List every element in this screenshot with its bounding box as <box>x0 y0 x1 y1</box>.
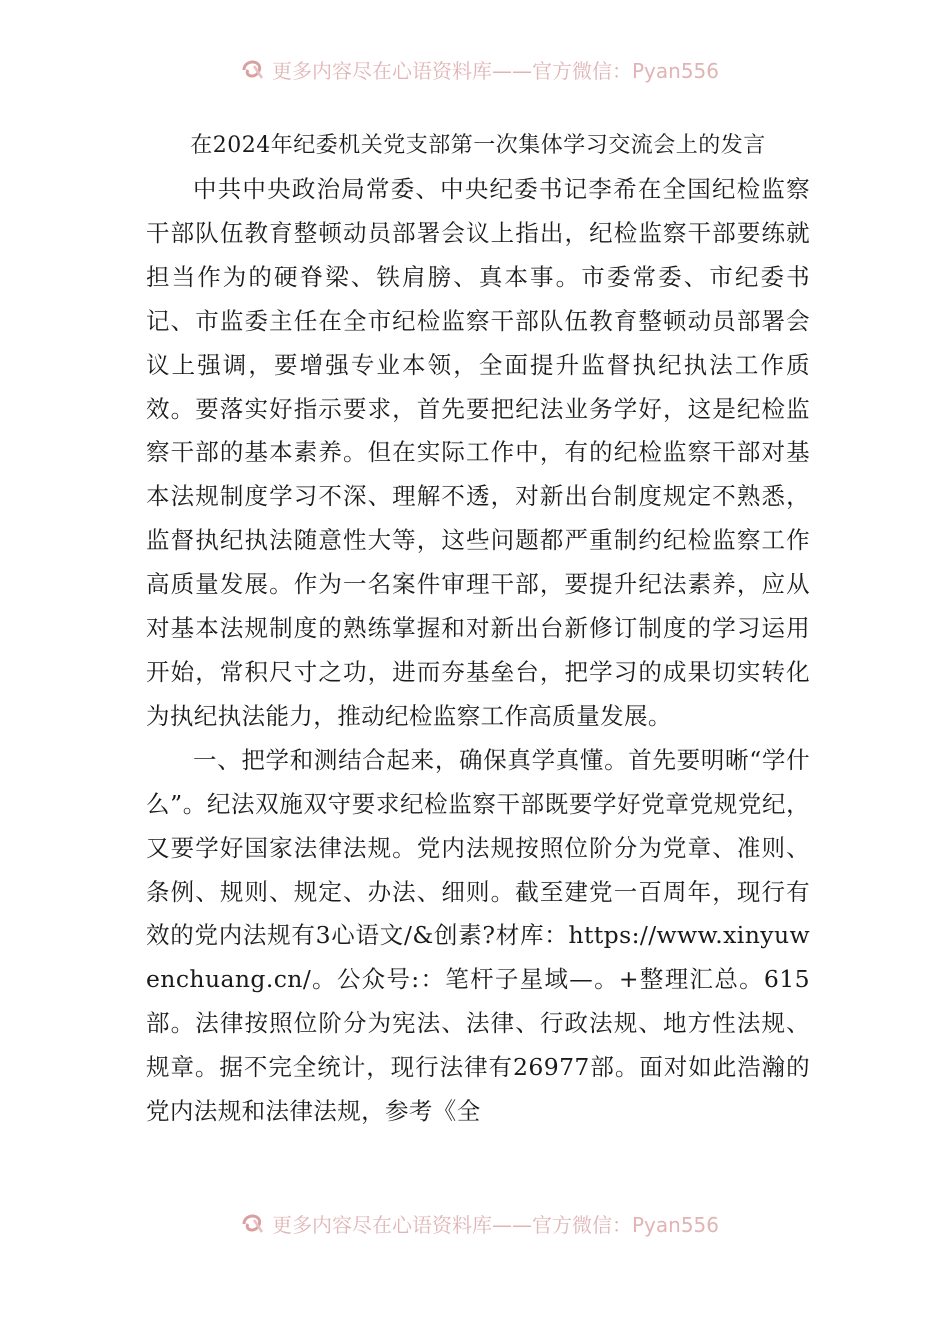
logo-icon <box>240 1210 266 1236</box>
watermark-header <box>240 52 720 86</box>
watermark-text: 更多内容尽在心语资料库——官方微信：Pyan556 <box>272 1212 720 1237</box>
document-body <box>146 126 810 1134</box>
logo-icon <box>240 56 266 82</box>
watermark-footer <box>240 1206 720 1240</box>
paragraph: 一、把学和测结合起来，确保真学真懂。首先要明晰“学什么”。纪法双施双守要求纪检监察干部既要学好党章党规党纪，又要学好国家法律法规。党内法规按照位阶分为党章、准则、条例、规则、规定、办法、细则。截至建党一百周年，现行有效的党内法规有3心语文/&创素?材库：https://www.xinyuwenchuang.cn/。公众号:：笔杆子星域—。+整理汇总。615部。法律按照位阶分为宪法、法律、行政法规、地方性法规、规章。据不完全统计，现行法律有26977部。面对如此浩瀚的党内法规和法律法规，参考《全 <box>146 745 810 1126</box>
paragraph: 中共中央政治局常委、中央纪委书记李希在全国纪检监察干部队伍教育整顿动员部署会议上指出，纪检监察干部要练就担当作为的硬脊梁、铁肩膀、真本事。市委常委、市纪委书记、市监委主任在全市纪检监察干部队伍教育整顿动员部署会议上强调，要增强专业本领，全面提升监督执纪执法工作质效。要落实好指示要求，首先要把纪法业务学好，这是纪检监察干部的基本素养。但在实际工作中，有的纪检监察干部对基本法规制度学习不深、理解不透，对新出台制度规定不熟悉，监督执纪执法随意性大等，这些问题都严重制约纪检监察工作高质量发展。作为一名案件审理干部，要提升纪法素养，应从对基本法规制度的熟练掌握和对新出台新修订制度的学习运用开始，常积尺寸之功，进而夯基垒台，把学习的成果切实转化为执纪执法能力，推动纪检监察工作高质量发展。 <box>146 175 810 730</box>
document-title: 在2024年纪委机关党支部第一次集体学习交流会上的发言 <box>190 133 766 158</box>
watermark-text: 更多内容尽在心语资料库——官方微信：Pyan556 <box>272 58 720 83</box>
